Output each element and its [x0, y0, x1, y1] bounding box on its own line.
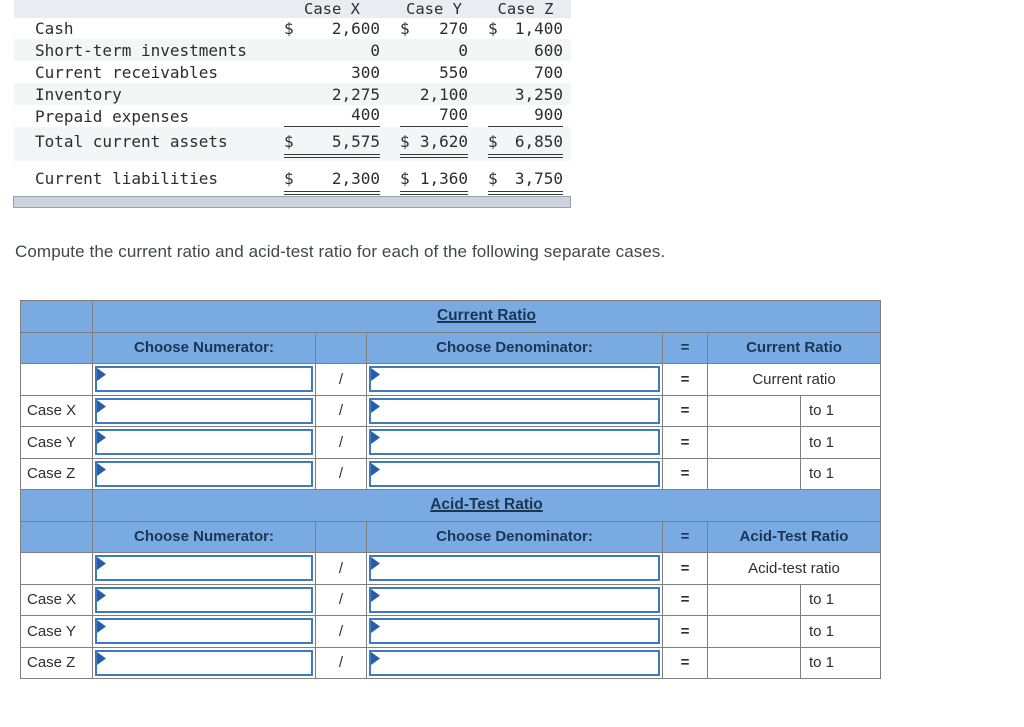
dollar-sign: $ — [488, 132, 498, 151]
value: 1,360 — [419, 169, 468, 188]
dollar-sign: $ — [284, 19, 294, 38]
choose-denominator-header: Choose Denominator: — [367, 521, 663, 553]
equals-sign: = — [663, 427, 708, 459]
current-ratio-case-x-row — [21, 395, 881, 427]
dropdown-flag-icon — [371, 463, 380, 476]
value: 400 — [351, 105, 380, 124]
case-y-label: Case Y — [21, 427, 93, 459]
spacer-cell — [21, 301, 93, 333]
table-row-cash — [14, 18, 571, 39]
dollar-sign: $ — [400, 19, 410, 38]
row-label: Cash — [35, 19, 74, 38]
table-row-current-receivables — [14, 61, 571, 83]
financial-header-row — [14, 0, 571, 18]
ratio-answer-table — [20, 300, 881, 679]
case-x-label: Case X — [21, 584, 93, 616]
current-ratio-title-row — [21, 301, 881, 333]
dollar-sign: $ — [284, 169, 294, 188]
dropdown-flag-icon — [371, 652, 380, 665]
cr-case-z-result-cell — [708, 458, 801, 490]
col-header-case-z: Case Z — [468, 0, 571, 18]
cr-case-z-denominator-select[interactable] — [369, 461, 660, 487]
current-ratio-case-z-row — [21, 458, 881, 490]
row-label: Inventory — [14, 83, 280, 105]
acid-test-case-x-row — [21, 584, 881, 616]
empty-row-label — [21, 364, 93, 396]
divide-sign: / — [316, 616, 367, 648]
acid-test-ratio-header-row — [21, 521, 881, 553]
acid-test-formula-row — [21, 553, 881, 585]
horizontal-scrollbar[interactable] — [13, 196, 571, 208]
at-case-y-denominator-select[interactable] — [369, 618, 660, 644]
to-1-label: to 1 — [801, 395, 881, 427]
value: 2,275 — [331, 84, 380, 104]
at-case-z-numerator-select[interactable] — [95, 650, 313, 676]
dropdown-flag-icon — [371, 557, 380, 570]
dropdown-flag-icon — [371, 589, 380, 602]
value: 5,575 — [331, 132, 380, 151]
cr-case-x-result-cell — [708, 395, 801, 427]
acid-test-ratio-title: Acid-Test Ratio — [93, 490, 881, 522]
dropdown-flag-icon — [97, 368, 106, 381]
value: 0 — [370, 40, 380, 60]
to-1-label: to 1 — [801, 427, 881, 459]
table-row-prepaid-expenses — [14, 105, 571, 127]
acid-test-case-y-row — [21, 616, 881, 648]
divide-sign: / — [316, 647, 367, 679]
cr-formula-denominator-select[interactable] — [369, 366, 660, 392]
divide-sign: / — [316, 458, 367, 490]
value: 270 — [439, 19, 468, 38]
dropdown-flag-icon — [97, 557, 106, 570]
dollar-sign: $ — [400, 169, 410, 188]
value: 600 — [534, 40, 563, 60]
spacer-cell — [21, 332, 93, 364]
instruction-text: Compute the current ratio and acid-test ratio for each of the following separate cases. — [15, 242, 666, 261]
at-case-x-numerator-select[interactable] — [95, 587, 313, 613]
col-header-case-y: Case Y — [380, 0, 468, 18]
value: 0 — [458, 40, 468, 60]
to-1-label: to 1 — [801, 647, 881, 679]
value: 2,600 — [331, 19, 380, 38]
value: 6,850 — [514, 132, 563, 151]
value: 3,620 — [419, 132, 468, 151]
divide-sign: / — [316, 584, 367, 616]
value: 2,100 — [419, 84, 468, 104]
dollar-sign: $ — [488, 19, 498, 38]
value: 700 — [534, 62, 563, 82]
acid-test-ratio-column-header: Acid-Test Ratio — [708, 521, 881, 553]
value: 1,400 — [514, 19, 563, 38]
spacer-cell — [316, 332, 367, 364]
at-case-x-denominator-select[interactable] — [369, 587, 660, 613]
value: 550 — [439, 62, 468, 82]
equals-header: = — [663, 332, 708, 364]
equals-header: = — [663, 521, 708, 553]
current-ratio-case-y-row — [21, 427, 881, 459]
acid-test-case-z-row — [21, 647, 881, 679]
row-label: Prepaid expenses — [35, 106, 190, 126]
at-formula-numerator-select[interactable] — [95, 555, 313, 581]
case-z-label: Case Z — [21, 458, 93, 490]
value: 700 — [439, 105, 468, 124]
row-label: Total current assets — [14, 127, 280, 161]
to-1-label: to 1 — [801, 458, 881, 490]
financial-data-table — [14, 0, 571, 195]
current-ratio-title: Current Ratio — [93, 301, 881, 333]
equals-sign: = — [663, 364, 708, 396]
dropdown-flag-icon — [97, 431, 106, 444]
table-row-inventory — [14, 83, 571, 105]
current-ratio-header-row — [21, 332, 881, 364]
current-ratio-column-header: Current Ratio — [708, 332, 881, 364]
row-label: Current liabilities — [35, 169, 219, 188]
divide-sign: / — [316, 553, 367, 585]
dropdown-flag-icon — [97, 463, 106, 476]
divide-sign: / — [316, 395, 367, 427]
value: 300 — [351, 62, 380, 82]
row-label: Current receivables — [35, 62, 219, 82]
value: 3,250 — [514, 84, 563, 104]
divide-sign: / — [316, 364, 367, 396]
choose-numerator-header: Choose Numerator: — [93, 521, 316, 553]
at-case-z-result-cell — [708, 647, 801, 679]
case-x-label: Case X — [21, 395, 93, 427]
case-y-label: Case Y — [21, 616, 93, 648]
at-case-x-result-cell — [708, 584, 801, 616]
to-1-label: to 1 — [801, 584, 881, 616]
current-ratio-label: Current ratio — [708, 364, 881, 396]
value: 3,750 — [514, 169, 563, 188]
at-case-y-numerator-select[interactable] — [95, 618, 313, 644]
equals-sign: = — [663, 458, 708, 490]
table-row-short-term-investments — [14, 39, 571, 61]
spacer-cell — [21, 521, 93, 553]
cr-case-y-result-cell — [708, 427, 801, 459]
cr-case-z-numerator-select[interactable] — [95, 461, 313, 487]
dropdown-flag-icon — [97, 620, 106, 633]
dropdown-flag-icon — [371, 400, 380, 413]
table-row-total-current-assets — [14, 127, 571, 161]
cr-case-x-denominator-select[interactable] — [369, 398, 660, 424]
to-1-label: to 1 — [801, 616, 881, 648]
equals-sign: = — [663, 616, 708, 648]
col-header-case-x: Case X — [280, 0, 380, 18]
table-row-current-liabilities — [14, 161, 571, 195]
at-formula-denominator-select[interactable] — [369, 555, 660, 581]
value: 2,300 — [331, 169, 380, 188]
equals-sign: = — [663, 553, 708, 585]
cr-case-x-numerator-select[interactable] — [95, 398, 313, 424]
spacer-cell — [21, 490, 93, 522]
dollar-sign: $ — [488, 169, 498, 188]
dropdown-flag-icon — [371, 368, 380, 381]
dropdown-flag-icon — [371, 431, 380, 444]
dropdown-flag-icon — [97, 589, 106, 602]
dollar-sign: $ — [400, 132, 410, 151]
at-case-z-denominator-select[interactable] — [369, 650, 660, 676]
choose-numerator-header: Choose Numerator: — [93, 332, 316, 364]
divide-sign: / — [316, 427, 367, 459]
dollar-sign: $ — [284, 132, 294, 151]
acid-test-ratio-label: Acid-test ratio — [708, 553, 881, 585]
case-z-label: Case Z — [21, 647, 93, 679]
row-label: Short-term investments — [14, 39, 280, 61]
equals-sign: = — [663, 647, 708, 679]
dropdown-flag-icon — [371, 620, 380, 633]
current-ratio-formula-row — [21, 364, 881, 396]
spacer-cell — [316, 521, 367, 553]
cr-case-y-denominator-select[interactable] — [369, 429, 660, 455]
dropdown-flag-icon — [97, 400, 106, 413]
value: 900 — [534, 105, 563, 124]
empty-row-label — [21, 553, 93, 585]
dropdown-flag-icon — [97, 652, 106, 665]
corner-cell — [14, 0, 280, 18]
at-case-y-result-cell — [708, 616, 801, 648]
cr-formula-numerator-select[interactable] — [95, 366, 313, 392]
acid-test-ratio-title-row — [21, 490, 881, 522]
choose-denominator-header: Choose Denominator: — [367, 332, 663, 364]
cr-case-y-numerator-select[interactable] — [95, 429, 313, 455]
equals-sign: = — [663, 584, 708, 616]
equals-sign: = — [663, 395, 708, 427]
